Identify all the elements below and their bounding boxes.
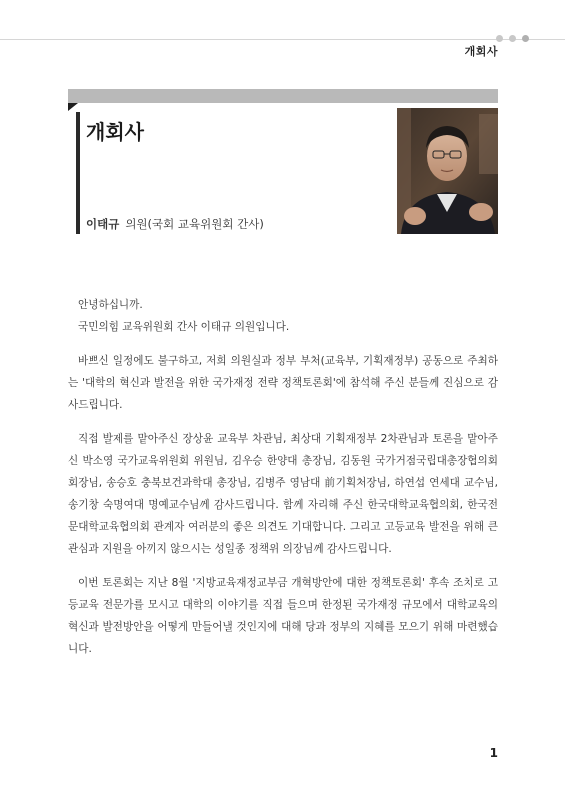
paragraph: 국민의힘 교육위원회 간사 이태규 의원입니다. [78,321,290,333]
page-number: 1 [489,746,498,760]
title-band [68,89,498,103]
header-dots [496,35,529,42]
author-portrait [397,108,498,234]
running-title: 개회사 [464,45,498,58]
paragraph: 직접 발제를 맡아주신 장상윤 교육부 차관님, 최상대 기획재정부 2차관님과 토론을 맡아주신 박소영 국가교육위원회 위원님, 김우승 한양대 총장님, 김동원 국가거점국립대총장협의회 회장님, 송승호 충북보건과학대 총장님, 김병주 영남대 前기획처장님, 하연섭 연세대 교수님, 송기창 숙명여대 명예교수님께 감사드립니다. 함께 자리해 주신 한국대학교육협의회, 한국전문대학교육협의회 관계자 여러분의 좋은 의견도 기대합니다. 그리고 고등교육 발전을 위해 큰 관심과 지원을 아끼지 않으시는 성일종 정책위 의장님께 감사드립니다. [68,433,498,555]
paragraph: 바쁘신 일정에도 불구하고, 저희 의원실과 정부 부처(교육부, 기획재정부) 공동으로 주최하는 '대학의 혁신과 발전을 위한 국가재정 전략 정책토론회'에 참석해 주신 분들께 진심으로 감사드립니다. [68,355,498,411]
page-title: 개회사 [86,120,144,144]
portrait-photo [397,108,498,234]
header-dot [509,35,516,42]
title-accent-bar [76,112,80,234]
header-dot [522,35,529,42]
band-marker [68,103,78,111]
author-line [86,216,264,232]
author-name: 이태규 [86,217,120,231]
author-role: 의원(국회 교육위원회 간사) [125,217,264,231]
body-text [68,294,498,660]
header-rule [0,39,565,40]
header-dot [496,35,503,42]
paragraph: 안녕하십니까. [78,299,143,311]
paragraph: 이번 토론회는 지난 8월 '지방교육재정교부금 개혁방안에 대한 정책토론회' 후속 조치로 고등교육 전문가를 모시고 대학의 이야기를 직접 들으며 한정된 국가재정 규모에서 대학교육의 혁신과 발전방안을 어떻게 만들어낼 것인지에 대해 당과 정부의 지혜를 모으기 위해 마련했습니다. [68,577,498,655]
